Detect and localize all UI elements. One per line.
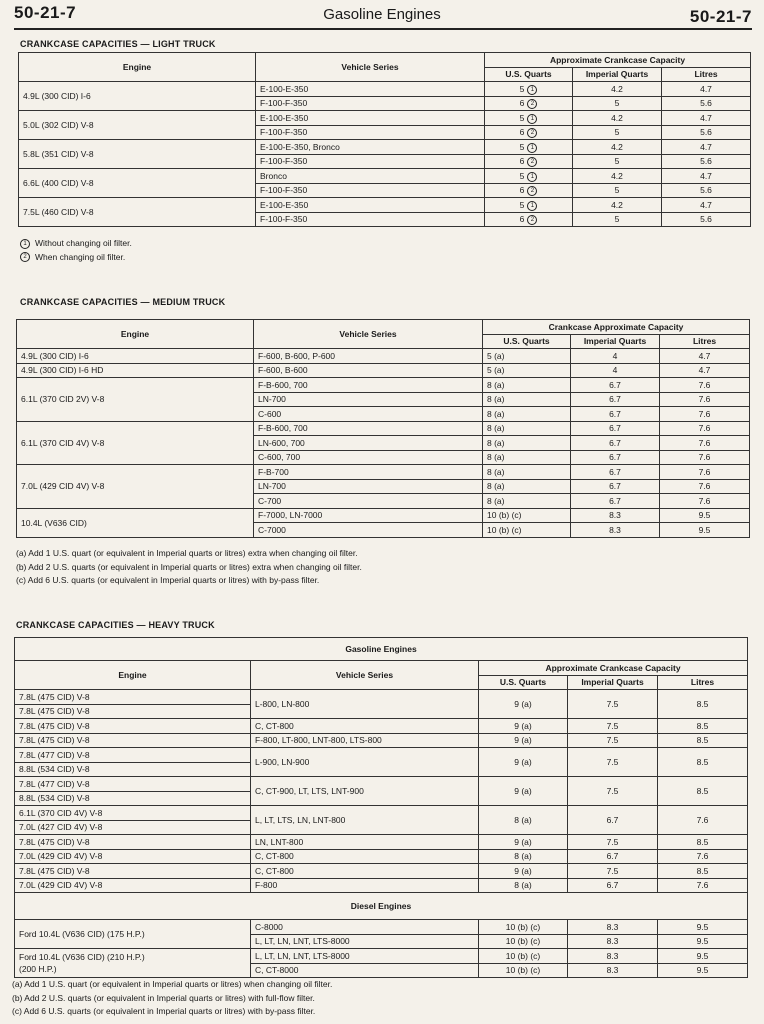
engine-cell: 6.1L (370 CID 4V) V-8 bbox=[17, 421, 254, 465]
footnote: (c) Add 6 U.S. quarts (or equivalent in Imperial quarts or litres) with by-pass filter. bbox=[16, 575, 320, 585]
us-quarts-cell: 9 (a) bbox=[479, 835, 568, 850]
heavy-truck-section-title: CRANKCASE CAPACITIES — HEAVY TRUCK bbox=[16, 620, 215, 630]
imperial-quarts-cell: 5 bbox=[573, 125, 662, 140]
page-title: Gasoline Engines bbox=[323, 6, 441, 23]
table-row bbox=[19, 111, 751, 126]
engine-cell: 5.0L (302 CID) V-8 bbox=[19, 111, 256, 140]
imperial-quarts-cell: 6.7 bbox=[568, 806, 658, 835]
imperial-quarts-cell: 4.2 bbox=[573, 82, 662, 97]
us-quarts-cell bbox=[485, 198, 573, 213]
imperial-quarts-cell: 5 bbox=[573, 154, 662, 169]
litres-cell: 4.7 bbox=[660, 363, 750, 378]
us-quarts-value: 6 bbox=[519, 185, 525, 196]
engine-cell: 7.8L (475 CID) V-8 bbox=[15, 733, 251, 748]
table-row bbox=[15, 864, 748, 879]
table-row bbox=[17, 363, 750, 378]
us-quarts-cell: 9 (a) bbox=[479, 748, 568, 777]
us-quarts-cell bbox=[485, 111, 573, 126]
engine-cell: 6.6L (400 CID) V-8 bbox=[19, 169, 256, 198]
us-quarts-value: 6 bbox=[519, 127, 525, 138]
litres-cell: 4.7 bbox=[662, 82, 751, 97]
heavy-truck-table bbox=[14, 637, 748, 978]
footnote-marker-icon: 2 bbox=[527, 128, 537, 138]
imperial-quarts-cell: 7.5 bbox=[568, 719, 658, 734]
table-row bbox=[15, 733, 748, 748]
us-quarts-cell: 9 (a) bbox=[479, 719, 568, 734]
imperial-quarts-cell: 8.3 bbox=[568, 934, 658, 949]
engine-cell: 7.0L (429 CID 4V) V-8 bbox=[15, 878, 251, 893]
imperial-quarts-cell: 4 bbox=[571, 363, 660, 378]
litres-cell: 7.6 bbox=[660, 494, 750, 509]
us-quarts-cell: 8 (a) bbox=[483, 392, 571, 407]
col-us-quarts-header: U.S. Quarts bbox=[479, 675, 568, 690]
litres-cell: 8.5 bbox=[658, 835, 748, 850]
imperial-quarts-cell: 4.2 bbox=[573, 111, 662, 126]
light-truck-section-title: CRANKCASE CAPACITIES — LIGHT TRUCK bbox=[20, 39, 216, 49]
us-quarts-cell: 8 (a) bbox=[483, 450, 571, 465]
litres-cell: 9.5 bbox=[658, 949, 748, 964]
footnote-marker-icon: 2 bbox=[527, 215, 537, 225]
engine-cell: 7.8L (475 CID) V-8 bbox=[15, 690, 251, 705]
us-quarts-cell: 5 (a) bbox=[483, 363, 571, 378]
vehicle-series-cell: F-7000, LN-7000 bbox=[254, 508, 483, 523]
footnote: (b) Add 2 U.S. quarts (or equivalent in Imperial quarts or litres) extra when changing oil filter. bbox=[16, 561, 362, 572]
us-quarts-cell: 10 (b) (c) bbox=[479, 920, 568, 935]
light-truck-table bbox=[18, 52, 751, 227]
medium-truck-table bbox=[16, 319, 750, 538]
col-vehicle-series-header: Vehicle Series bbox=[251, 661, 479, 690]
imperial-quarts-cell: 6.7 bbox=[571, 494, 660, 509]
footnote-marker-icon: 1 bbox=[527, 201, 537, 211]
vehicle-series-cell: F-100-F-350 bbox=[256, 96, 485, 111]
vehicle-series-cell: F-100-F-350 bbox=[256, 183, 485, 198]
vehicle-series-cell: F-100-F-350 bbox=[256, 125, 485, 140]
litres-cell: 9.5 bbox=[658, 963, 748, 978]
litres-cell: 8.5 bbox=[658, 719, 748, 734]
col-litres-header: Litres bbox=[662, 67, 751, 82]
vehicle-series-cell: C-700 bbox=[254, 494, 483, 509]
us-quarts-cell bbox=[485, 183, 573, 198]
litres-cell: 9.5 bbox=[660, 508, 750, 523]
imperial-quarts-cell: 6.7 bbox=[571, 465, 660, 480]
litres-cell: 4.7 bbox=[662, 198, 751, 213]
vehicle-series-cell: F-800, LT-800, LNT-800, LTS-800 bbox=[251, 733, 479, 748]
litres-cell: 7.6 bbox=[660, 465, 750, 480]
imperial-quarts-cell: 7.5 bbox=[568, 864, 658, 879]
footnote: (b) Add 2 U.S. quarts (or equivalent in Imperial quarts or litres) with full-flow filter. bbox=[12, 992, 315, 1003]
col-us-quarts-header: U.S. Quarts bbox=[485, 67, 573, 82]
us-quarts-cell: 8 (a) bbox=[479, 878, 568, 893]
us-quarts-cell: 10 (b) (c) bbox=[479, 963, 568, 978]
imperial-quarts-cell: 4 bbox=[571, 349, 660, 364]
litres-cell: 7.6 bbox=[660, 479, 750, 494]
table-row bbox=[17, 378, 750, 393]
engine-cell: 4.9L (300 CID) I-6 HD bbox=[17, 363, 254, 378]
footnote-marker-icon: 1 bbox=[527, 143, 537, 153]
engine-cell: 7.0L (429 CID 4V) V-8 bbox=[15, 849, 251, 864]
col-engine-header: Engine bbox=[19, 53, 256, 82]
imperial-quarts-cell: 4.2 bbox=[573, 140, 662, 155]
table-row bbox=[17, 349, 750, 364]
us-quarts-value: 5 bbox=[519, 141, 525, 152]
table-row bbox=[15, 835, 748, 850]
vehicle-series-cell: L, LT, LTS, LN, LNT-800 bbox=[251, 806, 479, 835]
table-row bbox=[15, 777, 748, 792]
engine-cell: 8.8L (534 CID) V-8 bbox=[15, 791, 251, 806]
vehicle-series-cell: F-B-600, 700 bbox=[254, 378, 483, 393]
vehicle-series-cell: C-7000 bbox=[254, 523, 483, 538]
table-row bbox=[15, 719, 748, 734]
us-quarts-cell: 9 (a) bbox=[479, 690, 568, 719]
footnote-marker-icon: 2 bbox=[20, 252, 30, 262]
us-quarts-cell bbox=[485, 82, 573, 97]
footnote: (a) Add 1 U.S. quart (or equivalent in Imperial quarts or litres) extra when changing oil filter. bbox=[16, 548, 358, 558]
us-quarts-value: 6 bbox=[519, 98, 525, 109]
imperial-quarts-cell: 7.5 bbox=[568, 690, 658, 719]
us-quarts-cell: 8 (a) bbox=[479, 806, 568, 835]
light-truck-footnotes bbox=[20, 237, 132, 264]
imperial-quarts-cell: 5 bbox=[573, 183, 662, 198]
col-engine-header: Engine bbox=[17, 320, 254, 349]
us-quarts-value: 5 bbox=[519, 199, 525, 210]
us-quarts-cell: 10 (b) (c) bbox=[483, 508, 571, 523]
vehicle-series-cell: LN-600, 700 bbox=[254, 436, 483, 451]
litres-cell: 4.7 bbox=[662, 169, 751, 184]
col-vehicle-series-header: Vehicle Series bbox=[256, 53, 485, 82]
table-row bbox=[15, 920, 748, 935]
us-quarts-cell: 8 (a) bbox=[483, 436, 571, 451]
vehicle-series-cell: LN, LNT-800 bbox=[251, 835, 479, 850]
litres-cell: 5.6 bbox=[662, 125, 751, 140]
engine-cell: 7.8L (475 CID) V-8 bbox=[15, 704, 251, 719]
table-row bbox=[15, 748, 748, 763]
imperial-quarts-cell: 8.3 bbox=[571, 523, 660, 538]
us-quarts-cell: 9 (a) bbox=[479, 777, 568, 806]
us-quarts-cell: 8 (a) bbox=[483, 479, 571, 494]
litres-cell: 8.5 bbox=[658, 777, 748, 806]
litres-cell: 7.6 bbox=[660, 421, 750, 436]
vehicle-series-cell: E-100-E-350, Bronco bbox=[256, 140, 485, 155]
vehicle-series-cell: LN-700 bbox=[254, 392, 483, 407]
imperial-quarts-cell: 6.7 bbox=[571, 378, 660, 393]
engine-cell: 7.8L (475 CID) V-8 bbox=[15, 864, 251, 879]
us-quarts-value: 6 bbox=[519, 156, 525, 167]
us-quarts-value: 6 bbox=[519, 214, 525, 225]
engine-label: Ford 10.4L (V636 CID) (210 H.P.) bbox=[19, 952, 145, 962]
us-quarts-cell bbox=[485, 154, 573, 169]
footnote-marker-icon: 1 bbox=[527, 172, 537, 182]
engine-cell: 7.8L (477 CID) V-8 bbox=[15, 777, 251, 792]
vehicle-series-cell: F-B-700 bbox=[254, 465, 483, 480]
col-imperial-quarts-header: Imperial Quarts bbox=[568, 675, 658, 690]
us-quarts-cell: 8 (a) bbox=[483, 465, 571, 480]
litres-cell: 7.6 bbox=[658, 849, 748, 864]
vehicle-series-cell: C, CT-800 bbox=[251, 719, 479, 734]
us-quarts-cell bbox=[485, 140, 573, 155]
engine-cell: 4.9L (300 CID) I-6 bbox=[19, 82, 256, 111]
engine-cell: 7.0L (429 CID 4V) V-8 bbox=[17, 465, 254, 509]
vehicle-series-cell: F-600, B-600 bbox=[254, 363, 483, 378]
imperial-quarts-cell: 6.7 bbox=[568, 878, 658, 893]
col-imperial-quarts-header: Imperial Quarts bbox=[573, 67, 662, 82]
imperial-quarts-cell: 8.3 bbox=[571, 508, 660, 523]
imperial-quarts-cell: 6.7 bbox=[571, 392, 660, 407]
vehicle-series-cell: L-800, LN-800 bbox=[251, 690, 479, 719]
engine-cell: 8.8L (534 CID) V-8 bbox=[15, 762, 251, 777]
litres-cell: 9.5 bbox=[660, 523, 750, 538]
engine-label: Ford 10.4L (V636 CID) (175 H.P.) bbox=[19, 929, 145, 939]
imperial-quarts-cell: 7.5 bbox=[568, 748, 658, 777]
imperial-quarts-cell: 4.2 bbox=[573, 169, 662, 184]
litres-cell: 8.5 bbox=[658, 864, 748, 879]
imperial-quarts-cell: 8.3 bbox=[568, 920, 658, 935]
imperial-quarts-cell: 7.5 bbox=[568, 733, 658, 748]
litres-cell: 7.6 bbox=[658, 878, 748, 893]
vehicle-series-cell: F-B-600, 700 bbox=[254, 421, 483, 436]
medium-truck-section-title: CRANKCASE CAPACITIES — MEDIUM TRUCK bbox=[20, 297, 226, 307]
litres-cell: 7.6 bbox=[660, 407, 750, 422]
col-us-quarts-header: U.S. Quarts bbox=[483, 334, 571, 349]
table-row bbox=[17, 421, 750, 436]
imperial-quarts-cell: 6.7 bbox=[571, 436, 660, 451]
litres-cell: 9.5 bbox=[658, 920, 748, 935]
imperial-quarts-cell: 8.3 bbox=[568, 963, 658, 978]
footnote: (a) Add 1 U.S. quart (or equivalent in Imperial quarts or litres) when changing oil filter. bbox=[12, 979, 333, 989]
vehicle-series-cell: L-900, LN-900 bbox=[251, 748, 479, 777]
footnote-marker-icon: 2 bbox=[527, 157, 537, 167]
us-quarts-cell: 8 (a) bbox=[483, 407, 571, 422]
vehicle-series-cell: F-100-F-350 bbox=[256, 212, 485, 227]
engine-cell: 6.1L (370 CID 4V) V-8 bbox=[15, 806, 251, 821]
footnote bbox=[20, 251, 132, 265]
table-row bbox=[19, 198, 751, 213]
us-quarts-value: 5 bbox=[519, 112, 525, 123]
us-quarts-cell: 5 (a) bbox=[483, 349, 571, 364]
imperial-quarts-cell: 4.2 bbox=[573, 198, 662, 213]
litres-cell: 9.5 bbox=[658, 934, 748, 949]
litres-cell: 4.7 bbox=[662, 111, 751, 126]
footnote bbox=[20, 237, 132, 251]
litres-cell: 8.5 bbox=[658, 733, 748, 748]
us-quarts-cell: 8 (a) bbox=[483, 494, 571, 509]
table-row bbox=[15, 949, 748, 964]
vehicle-series-cell: C-600, 700 bbox=[254, 450, 483, 465]
us-quarts-value: 5 bbox=[519, 170, 525, 181]
footnote-marker-icon: 2 bbox=[527, 186, 537, 196]
table-row bbox=[19, 140, 751, 155]
footnote-marker-icon: 1 bbox=[20, 239, 30, 249]
vehicle-series-cell: L, LT, LN, LNT, LTS-8000 bbox=[251, 949, 479, 964]
us-quarts-value: 5 bbox=[519, 83, 525, 94]
vehicle-series-cell: L, LT, LN, LNT, LTS-8000 bbox=[251, 934, 479, 949]
capacity-group-header: Crankcase Approximate Capacity bbox=[483, 320, 750, 335]
col-litres-header: Litres bbox=[660, 334, 750, 349]
vehicle-series-cell: Bronco bbox=[256, 169, 485, 184]
litres-cell: 7.6 bbox=[660, 392, 750, 407]
engine-cell: 4.9L (300 CID) I-6 bbox=[17, 349, 254, 364]
engine-cell: 7.8L (477 CID) V-8 bbox=[15, 748, 251, 763]
vehicle-series-cell: C-8000 bbox=[251, 920, 479, 935]
us-quarts-cell: 8 (a) bbox=[483, 378, 571, 393]
table-row bbox=[15, 806, 748, 821]
litres-cell: 7.6 bbox=[660, 378, 750, 393]
litres-cell: 8.5 bbox=[658, 748, 748, 777]
engine-cell: 7.8L (475 CID) V-8 bbox=[15, 719, 251, 734]
table-row bbox=[15, 893, 748, 920]
imperial-quarts-cell: 7.5 bbox=[568, 777, 658, 806]
litres-cell: 7.6 bbox=[658, 806, 748, 835]
col-litres-header: Litres bbox=[658, 675, 748, 690]
col-imperial-quarts-header: Imperial Quarts bbox=[571, 334, 660, 349]
imperial-quarts-cell: 6.7 bbox=[571, 479, 660, 494]
litres-cell: 8.5 bbox=[658, 690, 748, 719]
engine-cell bbox=[15, 920, 251, 949]
medium-truck-footnotes bbox=[16, 547, 362, 588]
col-vehicle-series-header: Vehicle Series bbox=[254, 320, 483, 349]
page-header bbox=[0, 0, 764, 32]
vehicle-series-cell: C-600 bbox=[254, 407, 483, 422]
vehicle-series-cell: C, CT-900, LT, LTS, LNT-900 bbox=[251, 777, 479, 806]
imperial-quarts-cell: 6.7 bbox=[571, 450, 660, 465]
us-quarts-cell: 8 (a) bbox=[483, 421, 571, 436]
litres-cell: 7.6 bbox=[660, 436, 750, 451]
vehicle-series-cell: E-100-E-350 bbox=[256, 82, 485, 97]
table-row bbox=[15, 878, 748, 893]
us-quarts-cell: 10 (b) (c) bbox=[483, 523, 571, 538]
litres-cell: 5.6 bbox=[662, 183, 751, 198]
capacity-group-header: Approximate Crankcase Capacity bbox=[479, 661, 748, 676]
footnote-marker-icon: 1 bbox=[527, 85, 537, 95]
imperial-quarts-cell: 6.7 bbox=[568, 849, 658, 864]
table-row bbox=[19, 169, 751, 184]
us-quarts-cell: 9 (a) bbox=[479, 733, 568, 748]
engine-cell bbox=[15, 949, 251, 978]
footnote-marker-icon: 1 bbox=[527, 114, 537, 124]
vehicle-series-cell: E-100-E-350 bbox=[256, 111, 485, 126]
litres-cell: 5.6 bbox=[662, 96, 751, 111]
us-quarts-cell: 8 (a) bbox=[479, 849, 568, 864]
table-row bbox=[15, 849, 748, 864]
imperial-quarts-cell: 7.5 bbox=[568, 835, 658, 850]
heavy-truck-footnotes bbox=[12, 978, 332, 1019]
footnote-text: Without changing oil filter. bbox=[35, 238, 132, 248]
vehicle-series-cell: E-100-E-350 bbox=[256, 198, 485, 213]
imperial-quarts-cell: 6.7 bbox=[571, 407, 660, 422]
engine-cell: 7.0L (427 CID 4V) V-8 bbox=[15, 820, 251, 835]
vehicle-series-cell: F-100-F-350 bbox=[256, 154, 485, 169]
table-row bbox=[15, 690, 748, 705]
footnote-text: When changing oil filter. bbox=[35, 251, 126, 262]
table-row bbox=[17, 465, 750, 480]
litres-cell: 7.6 bbox=[660, 450, 750, 465]
vehicle-series-cell: C, CT-8000 bbox=[251, 963, 479, 978]
engine-label-line2: (200 H.P.) bbox=[19, 964, 57, 974]
col-engine-header: Engine bbox=[15, 661, 251, 690]
engine-cell: 5.8L (351 CID) V-8 bbox=[19, 140, 256, 169]
litres-cell: 5.6 bbox=[662, 154, 751, 169]
us-quarts-cell bbox=[485, 96, 573, 111]
page-number-left: 50-21-7 bbox=[14, 3, 77, 22]
imperial-quarts-cell: 8.3 bbox=[568, 949, 658, 964]
engine-cell: 7.8L (475 CID) V-8 bbox=[15, 835, 251, 850]
us-quarts-cell: 10 (b) (c) bbox=[479, 949, 568, 964]
imperial-quarts-cell: 5 bbox=[573, 212, 662, 227]
page-number-right: 50-21-7 bbox=[689, 7, 752, 26]
vehicle-series-cell: C, CT-800 bbox=[251, 849, 479, 864]
footnote-marker-icon: 2 bbox=[527, 99, 537, 109]
imperial-quarts-cell: 5 bbox=[573, 96, 662, 111]
litres-cell: 4.7 bbox=[660, 349, 750, 364]
imperial-quarts-cell: 6.7 bbox=[571, 421, 660, 436]
engine-cell: 7.5L (460 CID) V-8 bbox=[19, 198, 256, 227]
us-quarts-cell: 10 (b) (c) bbox=[479, 934, 568, 949]
us-quarts-cell: 9 (a) bbox=[479, 864, 568, 879]
vehicle-series-cell: F-800 bbox=[251, 878, 479, 893]
diesel-engines-heading: Diesel Engines bbox=[15, 893, 748, 920]
table-row bbox=[17, 508, 750, 523]
header-rule bbox=[14, 28, 752, 30]
vehicle-series-cell: LN-700 bbox=[254, 479, 483, 494]
vehicle-series-cell: F-600, B-600, P-600 bbox=[254, 349, 483, 364]
capacity-group-header: Approximate Crankcase Capacity bbox=[485, 53, 751, 68]
footnote: (c) Add 6 U.S. quarts (or equivalent in Imperial quarts or litres) with by-pass filter. bbox=[12, 1006, 316, 1016]
engine-cell: 10.4L (V636 CID) bbox=[17, 508, 254, 537]
us-quarts-cell bbox=[485, 125, 573, 140]
us-quarts-cell bbox=[485, 169, 573, 184]
table-row bbox=[19, 82, 751, 97]
us-quarts-cell bbox=[485, 212, 573, 227]
litres-cell: 4.7 bbox=[662, 140, 751, 155]
litres-cell: 5.6 bbox=[662, 212, 751, 227]
engine-cell: 6.1L (370 CID 2V) V-8 bbox=[17, 378, 254, 422]
vehicle-series-cell: C, CT-800 bbox=[251, 864, 479, 879]
gasoline-engines-heading: Gasoline Engines bbox=[15, 638, 748, 661]
